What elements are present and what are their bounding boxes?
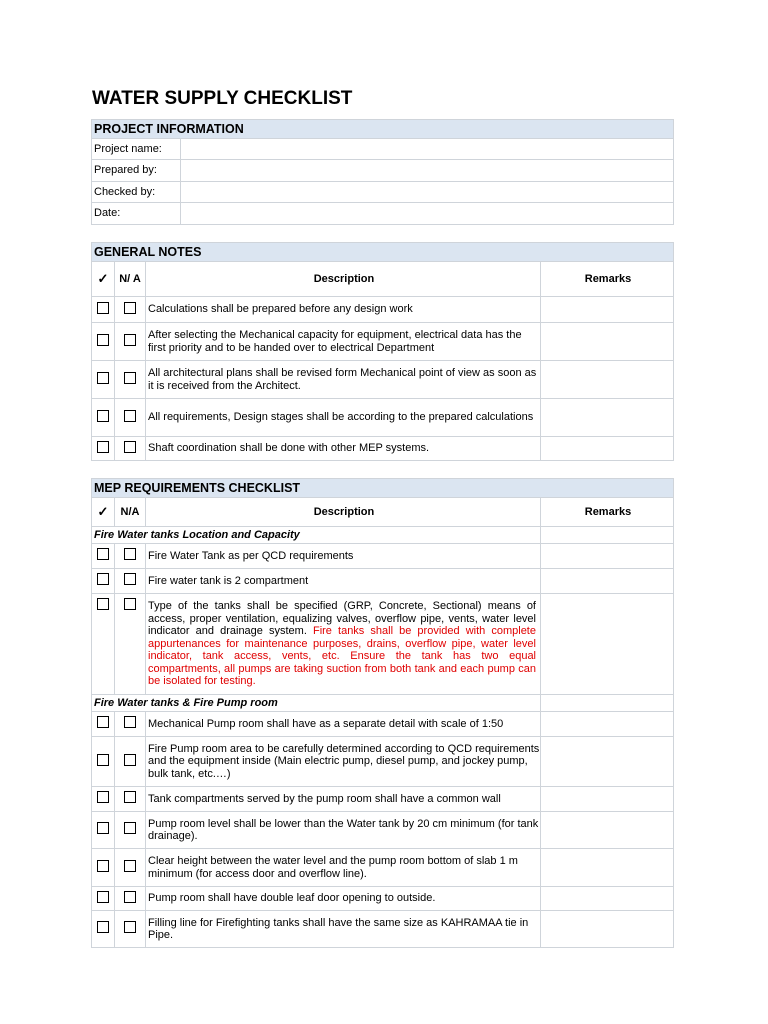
field-label: Project name: [92, 139, 181, 160]
remarks-cell[interactable] [541, 812, 674, 849]
remarks-cell[interactable] [541, 849, 674, 887]
na-checkbox[interactable] [124, 891, 136, 903]
prepared-by-input[interactable] [181, 160, 674, 182]
general-notes-heading: GENERAL NOTES [92, 243, 674, 262]
na-checkbox[interactable] [124, 791, 136, 803]
na-checkbox[interactable] [124, 598, 136, 610]
remarks-cell[interactable] [541, 737, 674, 787]
list-item: Pump room level shall be lower than the Water tank by 20 cm minimum (for tank drainage). [146, 812, 541, 849]
check-checkbox[interactable] [97, 791, 109, 803]
remarks-cell[interactable] [541, 569, 674, 594]
list-item: Fire water tank is 2 compartment [146, 569, 541, 594]
field-label: Prepared by: [92, 160, 181, 182]
mep-requirements-table [91, 478, 674, 948]
remarks-cell[interactable] [541, 887, 674, 911]
field-label: Checked by: [92, 182, 181, 203]
list-item: Fire Pump room area to be carefully determined according to QCD requirements and the equipment inside (Main electric pump, diesel pump, and jockey pump, bulk tank, etc.…) [146, 737, 541, 787]
list-item: Tank compartments served by the pump room shall have a common wall [146, 787, 541, 812]
na-checkbox[interactable] [124, 754, 136, 766]
na-checkbox[interactable] [124, 921, 136, 933]
list-item: After selecting the Mechanical capacity for equipment, electrical data has the first priority and to be handed over to electrical Department [146, 323, 541, 361]
remarks-cell[interactable] [541, 544, 674, 569]
check-checkbox[interactable] [97, 573, 109, 585]
check-checkbox[interactable] [97, 598, 109, 610]
general-notes-table [91, 242, 674, 461]
list-item: Mechanical Pump room shall have as a separate detail with scale of 1:50 [146, 712, 541, 737]
check-checkbox[interactable] [97, 302, 109, 314]
list-item: Clear height between the water level and the pump room bottom of slab 1 m minimum (for access door and overflow line). [146, 849, 541, 887]
check-column-header: ✓ [92, 262, 115, 297]
na-checkbox[interactable] [124, 334, 136, 346]
list-item [146, 594, 541, 695]
list-item: Fire Water Tank as per QCD requirements [146, 544, 541, 569]
list-item: All architectural plans shall be revised form Mechanical point of view as soon as it is received from the Architect. [146, 361, 541, 399]
remarks-cell[interactable] [541, 323, 674, 361]
check-checkbox[interactable] [97, 410, 109, 422]
item-text-highlight: Fire tanks shall be provided with complete appurtenances for maintenance purposes, drains, overflow pipe, water level indicator, tank access, vents, etc. Ensure the tank has two equal compartments, all pumps are taking suction from both tank and each pump can be isolated for testing. [148, 625, 536, 688]
checked-by-input[interactable] [181, 182, 674, 203]
page-title: WATER SUPPLY CHECKLIST [92, 88, 353, 109]
remarks-cell[interactable] [541, 787, 674, 812]
check-column-header: ✓ [92, 498, 115, 527]
na-column-header: N/A [115, 498, 146, 527]
na-checkbox[interactable] [124, 410, 136, 422]
na-checkbox[interactable] [124, 441, 136, 453]
check-checkbox[interactable] [97, 754, 109, 766]
remarks-cell[interactable] [541, 297, 674, 323]
remarks-column-header: Remarks [541, 262, 674, 297]
na-checkbox[interactable] [124, 716, 136, 728]
list-item: Filling line for Firefighting tanks shall have the same size as KAHRAMAA tie in Pipe. [146, 911, 541, 948]
na-checkbox[interactable] [124, 548, 136, 560]
list-item: All requirements, Design stages shall be according to the prepared calculations [146, 399, 541, 437]
date-input[interactable] [181, 203, 674, 225]
check-checkbox[interactable] [97, 860, 109, 872]
project-info-table [91, 119, 674, 225]
check-checkbox[interactable] [97, 822, 109, 834]
check-checkbox[interactable] [97, 334, 109, 346]
check-checkbox[interactable] [97, 716, 109, 728]
remarks-cell[interactable] [541, 712, 674, 737]
na-checkbox[interactable] [124, 822, 136, 834]
remarks-cell[interactable] [541, 594, 674, 695]
subsection-heading: Fire Water tanks & Fire Pump room [92, 695, 541, 712]
subsection-heading: Fire Water tanks Location and Capacity [92, 527, 541, 544]
field-label: Date: [92, 203, 181, 225]
check-checkbox[interactable] [97, 891, 109, 903]
remarks-cell[interactable] [541, 361, 674, 399]
check-checkbox[interactable] [97, 372, 109, 384]
project-info-heading: PROJECT INFORMATION [92, 120, 674, 139]
description-column-header: Description [146, 262, 541, 297]
na-checkbox[interactable] [124, 372, 136, 384]
list-item: Shaft coordination shall be done with other MEP systems. [146, 437, 541, 461]
check-checkbox[interactable] [97, 921, 109, 933]
item-text: Type of the tanks shall be specified (GRP, Concrete, Sectional) means of access, proper ventilation, equalizing valves, overflow pipe, vents, water level indicator and drainage system. [148, 600, 536, 638]
na-checkbox[interactable] [124, 573, 136, 585]
description-column-header: Description [146, 498, 541, 527]
na-checkbox[interactable] [124, 860, 136, 872]
list-item: Calculations shall be prepared before any design work [146, 297, 541, 323]
list-item: Pump room shall have double leaf door opening to outside. [146, 887, 541, 911]
remarks-cell[interactable] [541, 437, 674, 461]
mep-heading: MEP REQUIREMENTS CHECKLIST [92, 479, 674, 498]
check-checkbox[interactable] [97, 441, 109, 453]
remarks-column-header: Remarks [541, 498, 674, 527]
na-column-header: N/ A [115, 262, 146, 297]
remarks-cell[interactable] [541, 911, 674, 948]
check-checkbox[interactable] [97, 548, 109, 560]
na-checkbox[interactable] [124, 302, 136, 314]
remarks-cell[interactable] [541, 399, 674, 437]
project-name-input[interactable] [181, 139, 674, 160]
